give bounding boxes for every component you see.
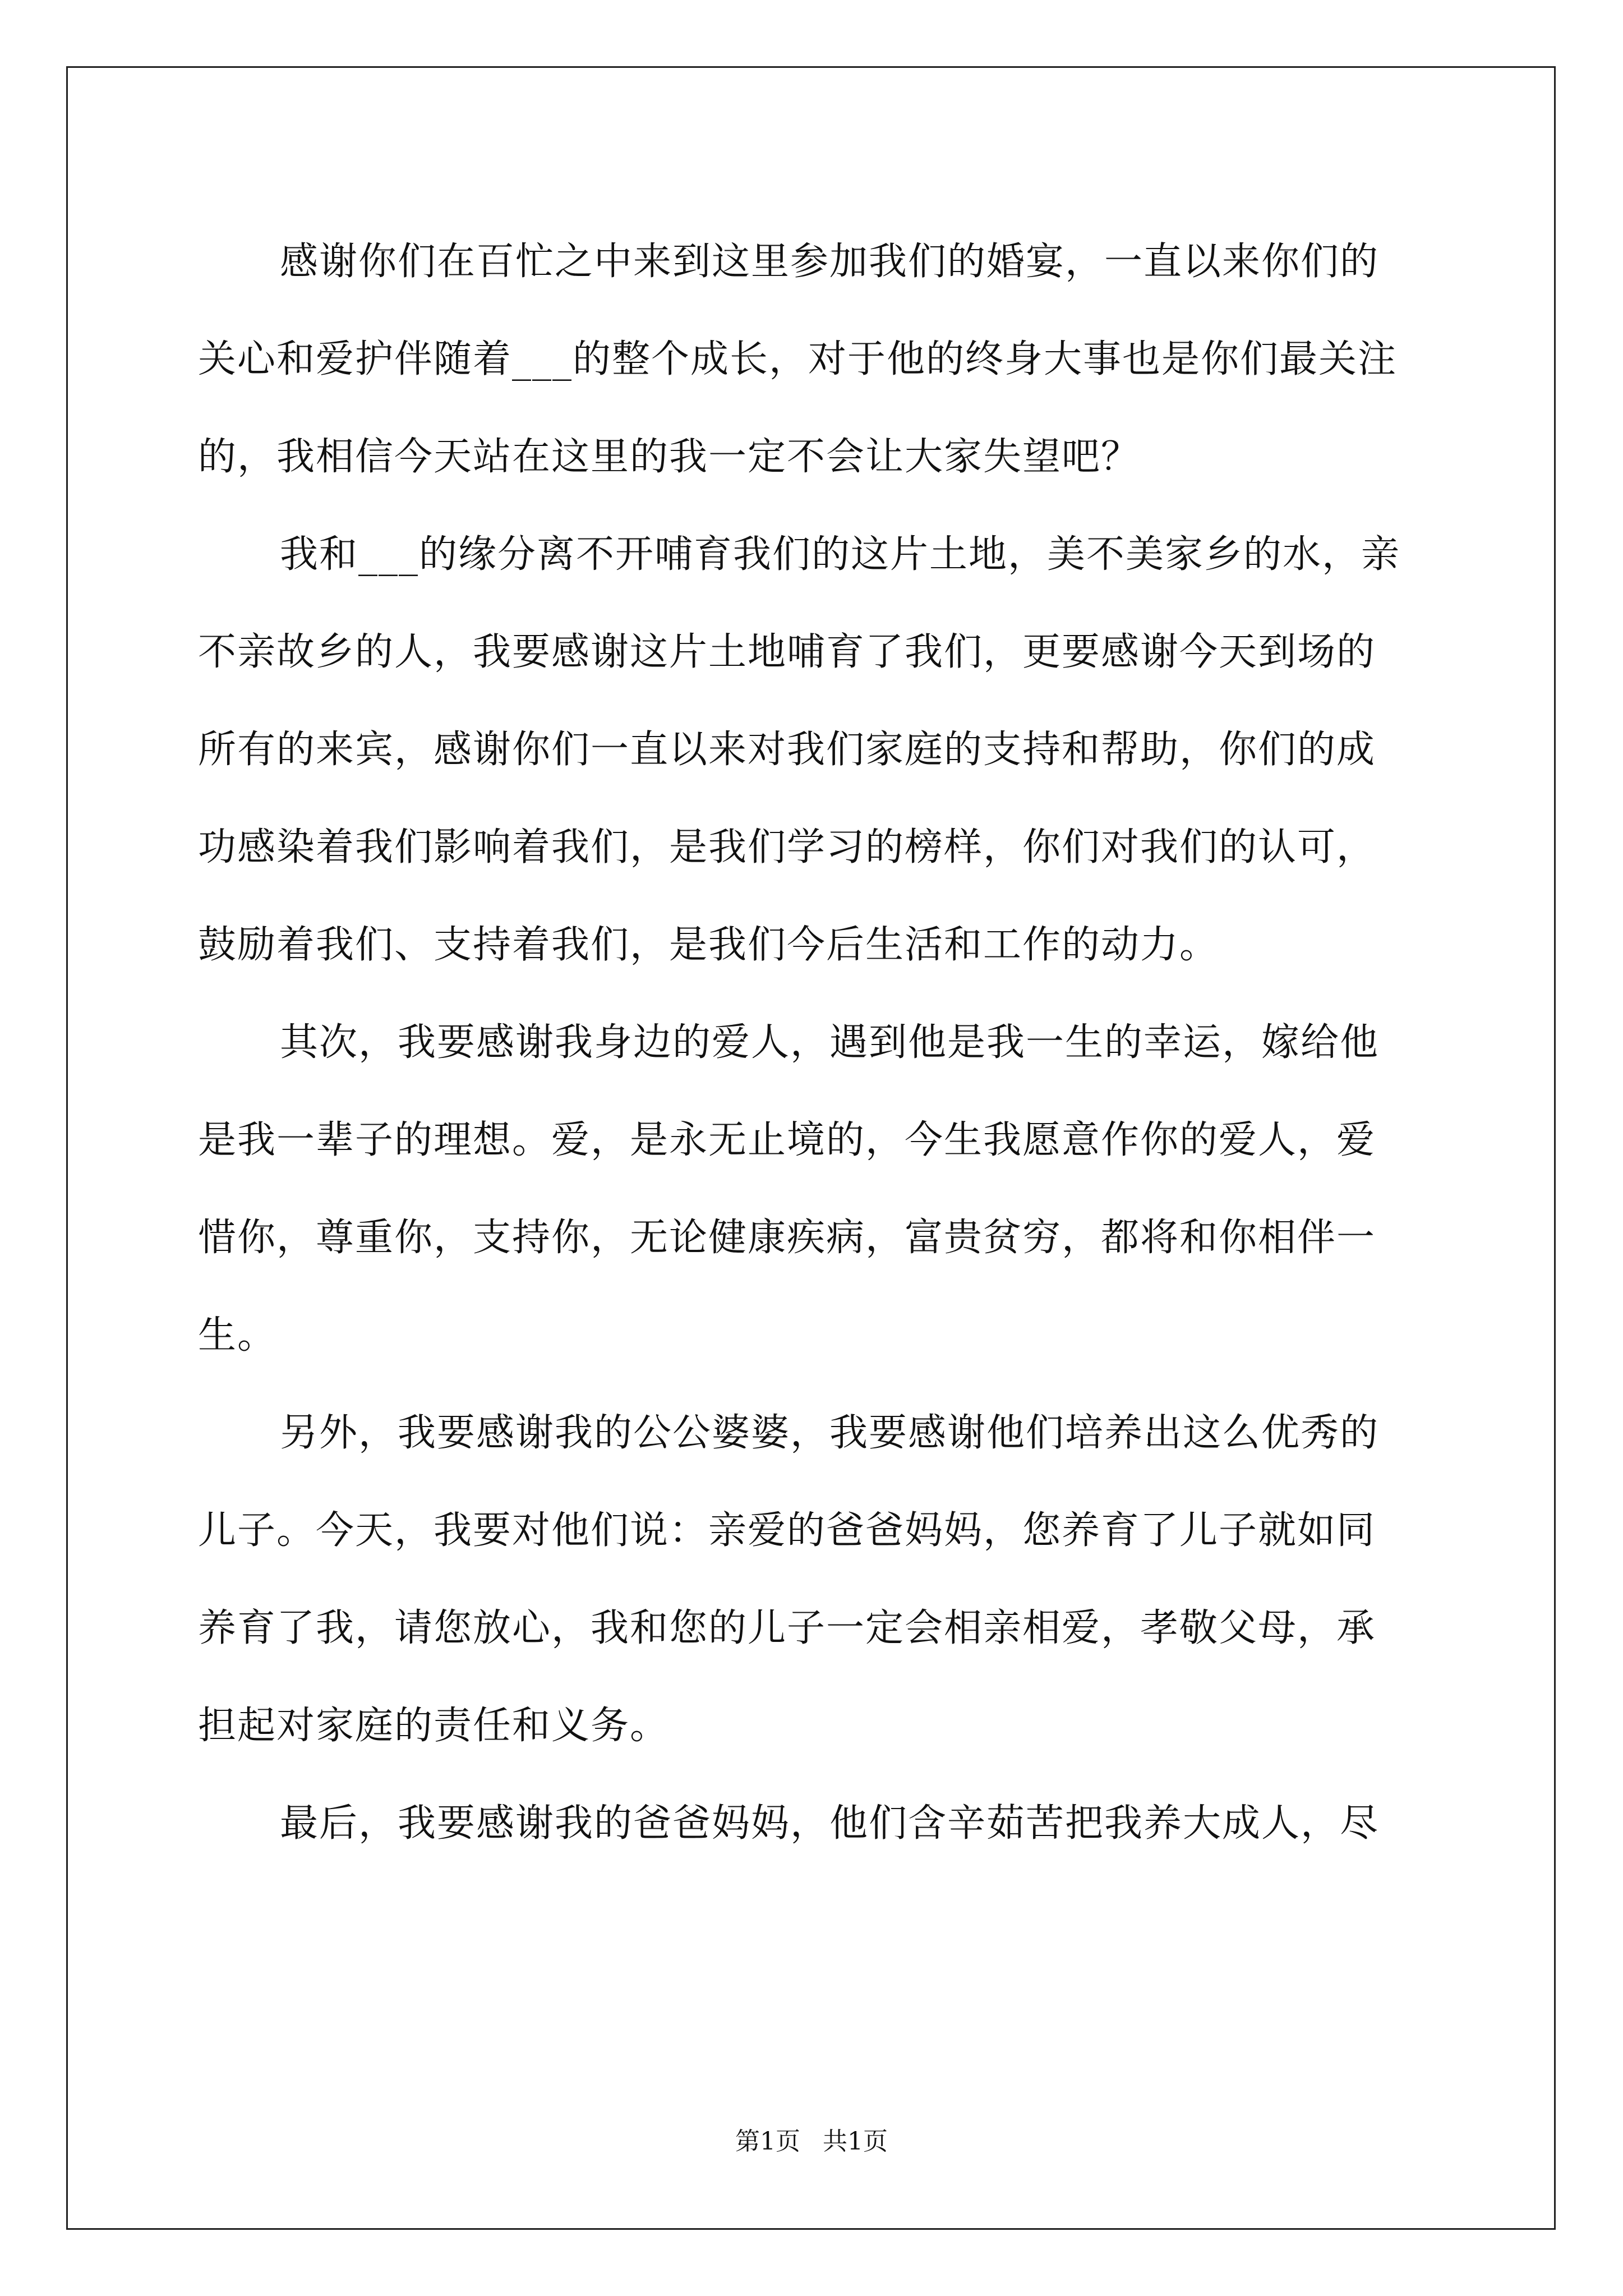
text-line: 关心和爱护伴随着___的整个成长，对于他的终身大事也是你们最关注 xyxy=(198,337,1398,381)
text-line: 另外，我要感谢我的公公婆婆，我要感谢他们培养出这么优秀的 xyxy=(280,1411,1380,1455)
page-number: 第1页 xyxy=(735,2127,800,2156)
page-footer xyxy=(0,2125,1623,2159)
text-line: 不亲故乡的人，我要感谢这片土地哺育了我们，更要感谢今天到场的 xyxy=(198,630,1376,674)
text-line: 儿子。今天，我要对他们说：亲爱的爸爸妈妈，您养育了儿子就如同 xyxy=(198,1508,1376,1553)
text-line: 的，我相信今天站在这里的我一定不会让大家失望吧？ xyxy=(198,435,1141,479)
text-line: 功感染着我们影响着我们，是我们学习的榜样，你们对我们的认可， xyxy=(198,825,1376,869)
text-line: 生。 xyxy=(198,1313,277,1358)
text-line: 担起对家庭的责任和义务。 xyxy=(198,1704,670,1748)
page-total: 共1页 xyxy=(823,2127,888,2156)
text-line: 最后，我要感谢我的爸爸妈妈，他们含辛茹苦把我养大成人，尽 xyxy=(280,1801,1380,1846)
text-line: 感谢你们在百忙之中来到这里参加我们的婚宴，一直以来你们的 xyxy=(280,240,1380,284)
document-body xyxy=(198,213,1432,1872)
text-line: 我和___的缘分离不开哺育我们的这片土地，美不美家乡的水，亲 xyxy=(280,532,1401,577)
text-line: 是我一辈子的理想。爱，是永无止境的，今生我愿意作你的爱人，爱 xyxy=(198,1118,1376,1162)
text-line: 养育了我，请您放心，我和您的儿子一定会相亲相爱，孝敬父母，承 xyxy=(198,1606,1376,1650)
text-line: 惜你，尊重你，支持你，无论健康疾病，富贵贫穷，都将和你相伴一 xyxy=(198,1216,1376,1260)
text-line: 鼓励着我们、支持着我们，是我们今后生活和工作的动力。 xyxy=(198,923,1219,967)
text-line: 其次，我要感谢我身边的爱人，遇到他是我一生的幸运，嫁给他 xyxy=(280,1020,1380,1065)
text-line: 所有的来宾，感谢你们一直以来对我们家庭的支持和帮助，你们的成 xyxy=(198,728,1376,772)
